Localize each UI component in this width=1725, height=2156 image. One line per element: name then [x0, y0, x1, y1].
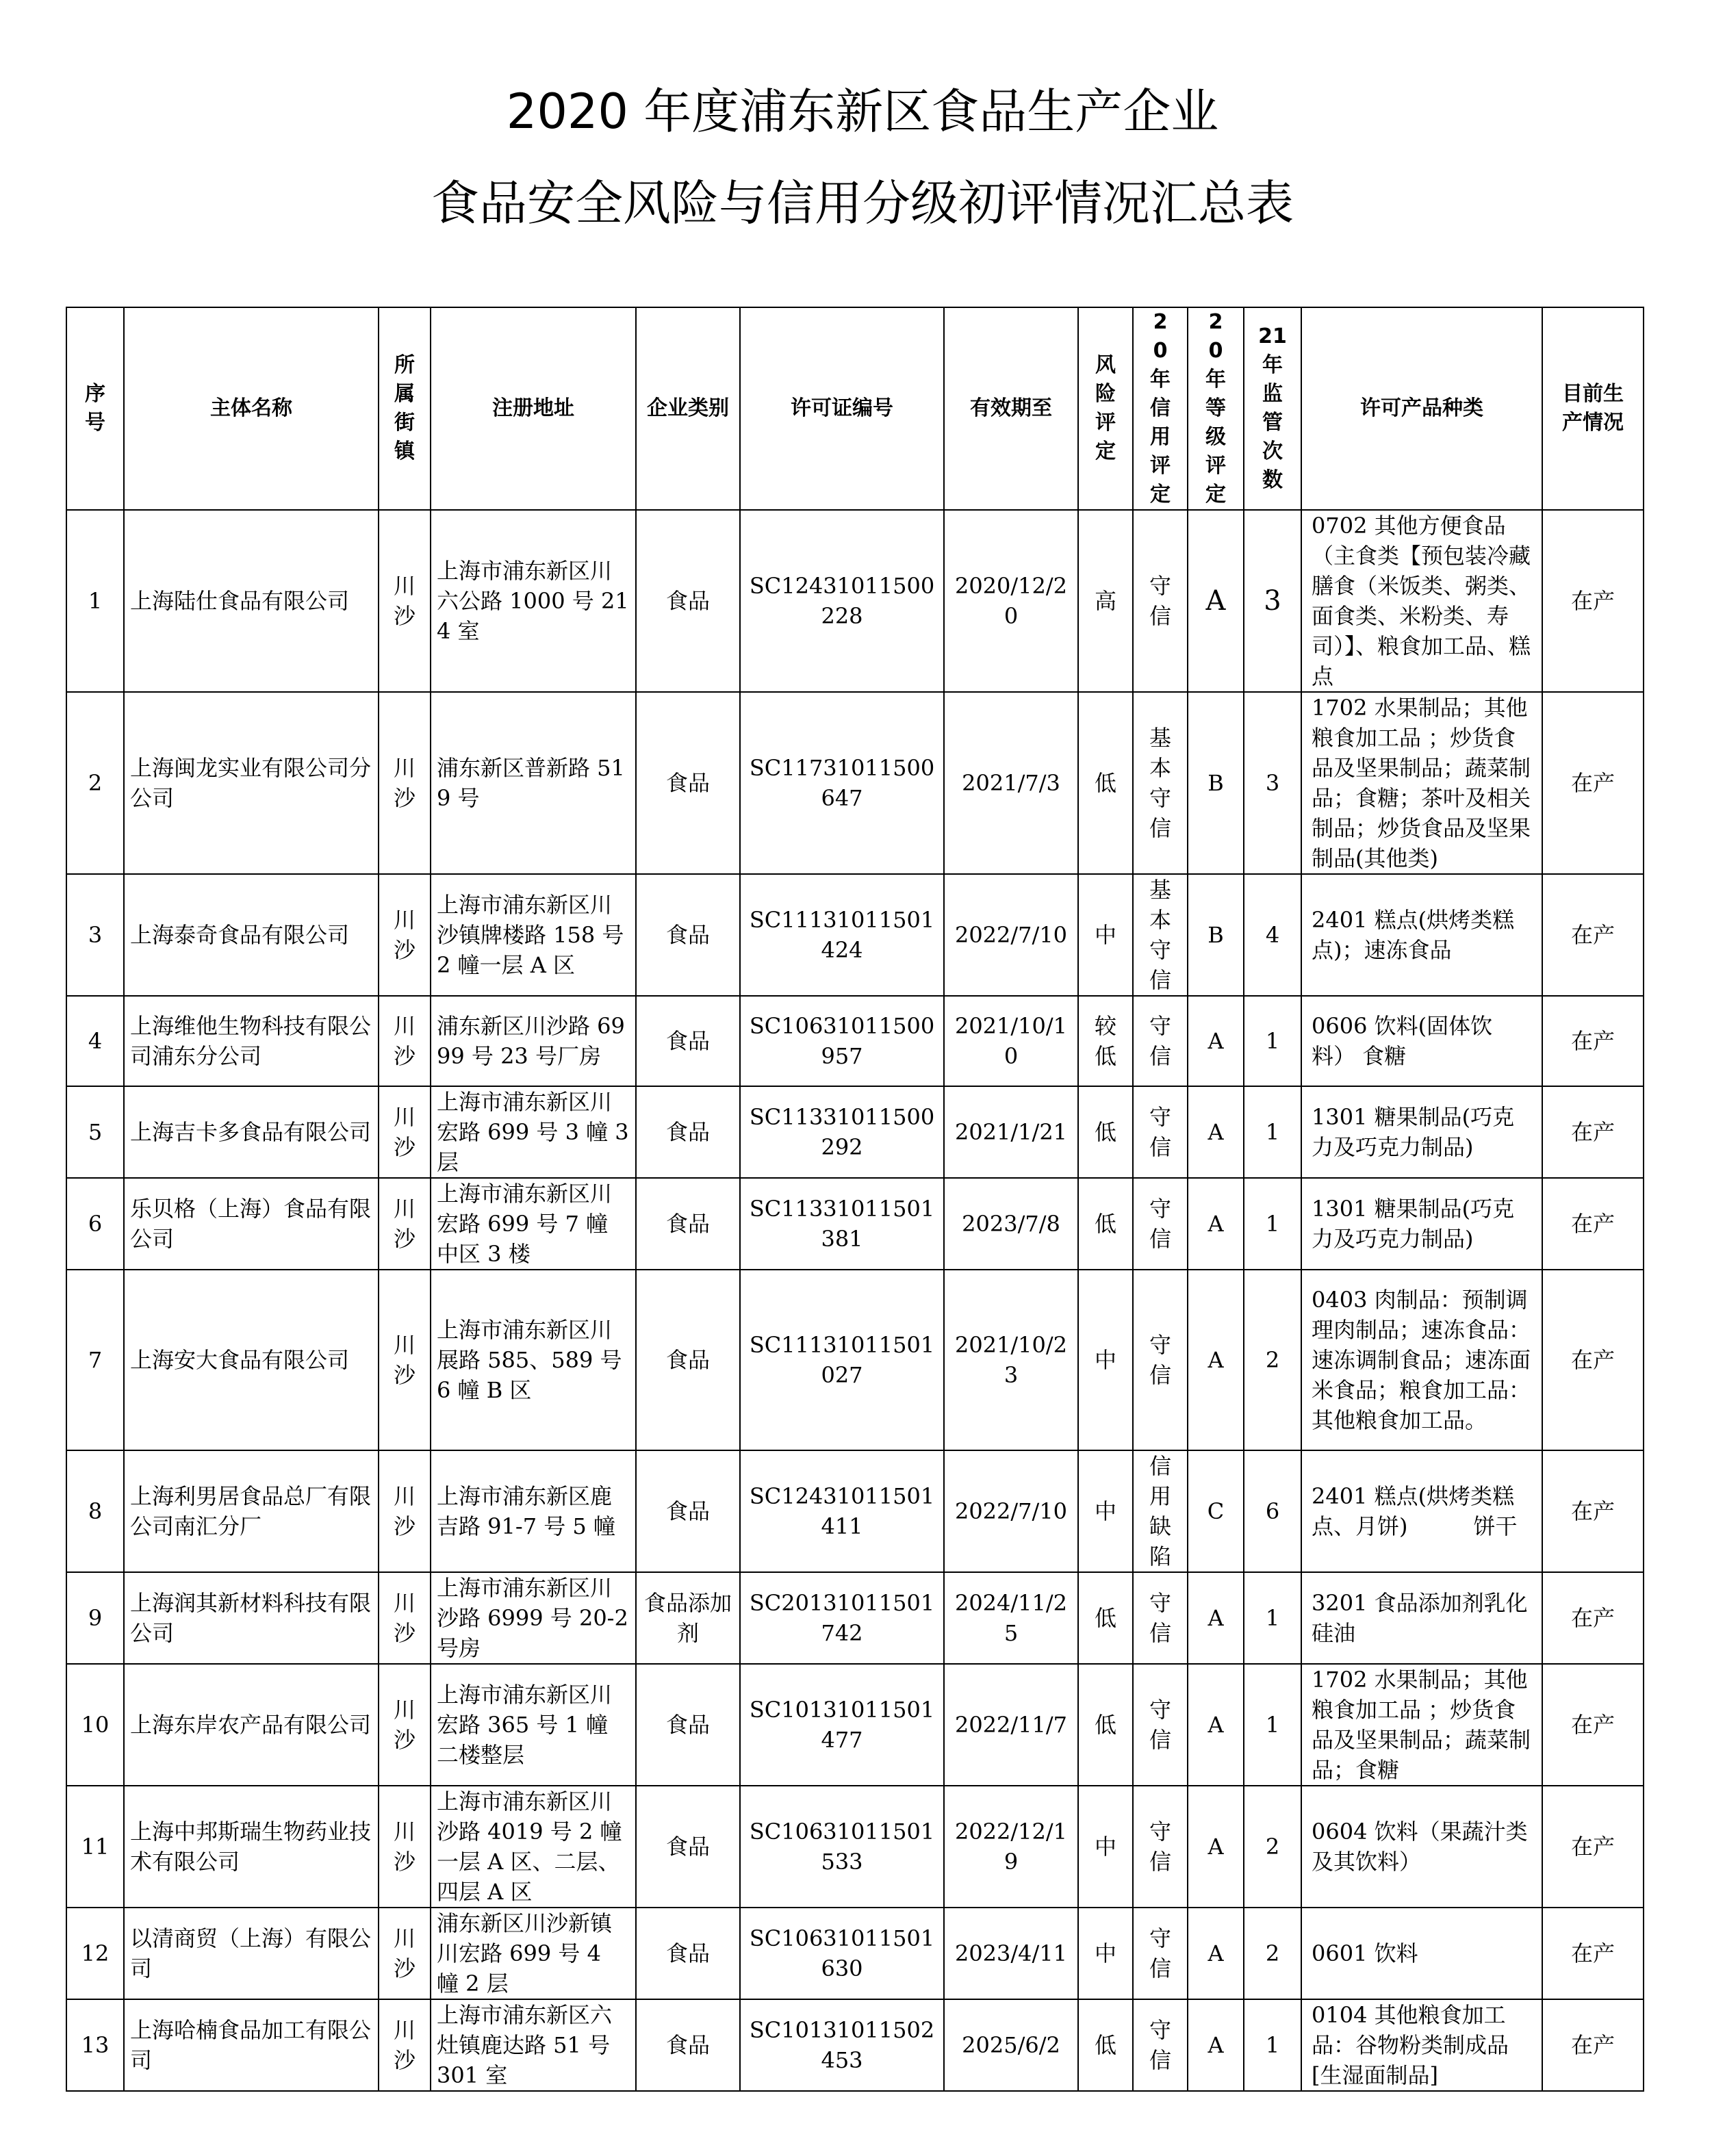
- cell-credit: 基本守信: [1133, 874, 1188, 996]
- cell-license: SC12431011501411: [740, 1450, 944, 1572]
- cell-grade: A: [1188, 1786, 1244, 1908]
- cell-risk: 低: [1078, 1178, 1133, 1270]
- cell-name: 上海东岸农产品有限公司: [124, 1664, 379, 1786]
- cell-seq: 10: [66, 1664, 124, 1786]
- table-row: [66, 1664, 1644, 1786]
- cell-seq: 12: [66, 1908, 124, 1999]
- table-row: [66, 692, 1644, 874]
- cell-status: 在产: [1542, 510, 1644, 692]
- cell-town: 川沙: [379, 1178, 431, 1270]
- cell-address: 上海市浦东新区川宏路 699 号 7 幢中区 3 楼: [431, 1178, 636, 1270]
- cell-seq: 9: [66, 1572, 124, 1664]
- cell-category: 食品: [636, 1908, 740, 1999]
- cell-grade: A: [1188, 996, 1244, 1086]
- cell-products: 0604 饮料（果蔬汁类及其饮料）: [1301, 1786, 1542, 1908]
- cell-grade: A: [1188, 1572, 1244, 1664]
- header-town: 所属街镇: [379, 307, 431, 510]
- cell-name: 上海维他生物科技有限公司浦东分公司: [124, 996, 379, 1086]
- cell-category: 食品: [636, 1999, 740, 2091]
- cell-grade: A: [1188, 1270, 1244, 1450]
- cell-name: 上海陆仕食品有限公司: [124, 510, 379, 692]
- cell-name: 上海润其新材料科技有限公司: [124, 1572, 379, 1664]
- table-row: [66, 1270, 1644, 1450]
- cell-risk: 低: [1078, 1572, 1133, 1664]
- cell-grade: A: [1188, 1178, 1244, 1270]
- cell-seq: 3: [66, 874, 124, 996]
- cell-supervision: 1: [1244, 1999, 1301, 2091]
- header-license: 许可证编号: [740, 307, 944, 510]
- cell-address: 上海市浦东新区川展路 585、589 号 6 幢 B 区: [431, 1270, 636, 1450]
- cell-grade: A: [1188, 1999, 1244, 2091]
- cell-credit: 守信: [1133, 1908, 1188, 1999]
- cell-town: 川沙: [379, 1664, 431, 1786]
- cell-license: SC10131011502453: [740, 1999, 944, 2091]
- cell-license: SC11731011500647: [740, 692, 944, 874]
- cell-credit: 守信: [1133, 1086, 1188, 1178]
- cell-risk: 较低: [1078, 996, 1133, 1086]
- cell-name: 乐贝格（上海）食品有限公司: [124, 1178, 379, 1270]
- cell-grade: A: [1188, 510, 1244, 692]
- cell-category: 食品: [636, 1086, 740, 1178]
- cell-license: SC10131011501477: [740, 1664, 944, 1786]
- header-grade20: 20年等级评定: [1188, 307, 1244, 510]
- cell-seq: 5: [66, 1086, 124, 1178]
- cell-credit: 守信: [1133, 510, 1188, 692]
- cell-name: 以清商贸（上海）有限公司: [124, 1908, 379, 1999]
- cell-risk: 中: [1078, 1450, 1133, 1572]
- cell-status: 在产: [1542, 1664, 1644, 1786]
- cell-category: 食品: [636, 1178, 740, 1270]
- cell-supervision: 2: [1244, 1270, 1301, 1450]
- cell-name: 上海闽龙实业有限公司分公司: [124, 692, 379, 874]
- cell-supervision: 1: [1244, 1572, 1301, 1664]
- cell-name: 上海中邦斯瑞生物药业技术有限公司: [124, 1786, 379, 1908]
- cell-license: SC11331011500292: [740, 1086, 944, 1178]
- header-name: 主体名称: [124, 307, 379, 510]
- cell-category: 食品: [636, 874, 740, 996]
- cell-town: 川沙: [379, 1999, 431, 2091]
- cell-name: 上海利男居食品总厂有限公司南汇分厂: [124, 1450, 379, 1572]
- cell-grade: B: [1188, 692, 1244, 874]
- cell-supervision: 6: [1244, 1450, 1301, 1572]
- cell-license: SC10631011501533: [740, 1786, 944, 1908]
- cell-category: 食品: [636, 996, 740, 1086]
- table-row: [66, 1450, 1644, 1572]
- cell-risk: 中: [1078, 1270, 1133, 1450]
- cell-valid-until: 2020/12/20: [944, 510, 1078, 692]
- cell-name: 上海哈楠食品加工有限公司: [124, 1999, 379, 2091]
- cell-products: 3201 食品添加剂乳化硅油: [1301, 1572, 1542, 1664]
- header-status: 目前生产情况: [1542, 307, 1644, 510]
- cell-supervision: 1: [1244, 1178, 1301, 1270]
- cell-products: 1702 水果制品；其他粮食加工品 ；炒货食品及坚果制品；蔬菜制品；食糖: [1301, 1664, 1542, 1786]
- cell-supervision: 1: [1244, 1086, 1301, 1178]
- cell-address: 上海市浦东新区鹿吉路 91-7 号 5 幢: [431, 1450, 636, 1572]
- cell-grade: A: [1188, 1086, 1244, 1178]
- cell-grade: C: [1188, 1450, 1244, 1572]
- cell-status: 在产: [1542, 996, 1644, 1086]
- cell-license: SC11331011501381: [740, 1178, 944, 1270]
- table-row: [66, 1908, 1644, 1999]
- cell-category: 食品: [636, 1270, 740, 1450]
- cell-status: 在产: [1542, 1908, 1644, 1999]
- cell-valid-until: 2024/11/25: [944, 1572, 1078, 1664]
- cell-credit: 守信: [1133, 1786, 1188, 1908]
- cell-valid-until: 2023/7/8: [944, 1178, 1078, 1270]
- cell-seq: 4: [66, 996, 124, 1086]
- cell-products: 2401 糕点(烘烤类糕点)；速冻食品: [1301, 874, 1542, 996]
- cell-license: SC11131011501424: [740, 874, 944, 996]
- cell-credit: 守信: [1133, 1572, 1188, 1664]
- cell-seq: 7: [66, 1270, 124, 1450]
- cell-risk: 低: [1078, 1086, 1133, 1178]
- cell-products: 0403 肉制品：预制调理肉制品；速冻食品：速冻调制食品；速冻面米食品；粮食加工品：其他粮食加工品。: [1301, 1270, 1542, 1450]
- cell-address: 上海市浦东新区川沙路 6999 号 20-2 号房: [431, 1572, 636, 1664]
- cell-products: 1301 糖果制品(巧克力及巧克力制品): [1301, 1086, 1542, 1178]
- cell-valid-until: 2022/7/10: [944, 1450, 1078, 1572]
- cell-address: 浦东新区普新路 519 号: [431, 692, 636, 874]
- summary-table: [66, 307, 1644, 2092]
- cell-category: 食品: [636, 1450, 740, 1572]
- cell-supervision: 1: [1244, 1664, 1301, 1786]
- cell-address: 浦东新区川沙路 6999 号 23 号厂房: [431, 996, 636, 1086]
- cell-status: 在产: [1542, 1999, 1644, 2091]
- cell-risk: 低: [1078, 1664, 1133, 1786]
- cell-town: 川沙: [379, 510, 431, 692]
- cell-status: 在产: [1542, 874, 1644, 996]
- cell-valid-until: 2021/1/21: [944, 1086, 1078, 1178]
- cell-valid-until: 2025/6/2: [944, 1999, 1078, 2091]
- header-address: 注册地址: [431, 307, 636, 510]
- cell-valid-until: 2022/7/10: [944, 874, 1078, 996]
- cell-address: 上海市浦东新区川沙镇牌楼路 158 号 2 幢一层 A 区: [431, 874, 636, 996]
- cell-address: 上海市浦东新区川宏路 365 号 1 幢二楼整层: [431, 1664, 636, 1786]
- cell-address: 上海市浦东新区川宏路 699 号 3 幢 3 层: [431, 1086, 636, 1178]
- cell-status: 在产: [1542, 1450, 1644, 1572]
- cell-town: 川沙: [379, 1572, 431, 1664]
- cell-status: 在产: [1542, 1572, 1644, 1664]
- header-category: 企业类别: [636, 307, 740, 510]
- title-line-2: 食品安全风险与信用分级初评情况汇总表: [431, 175, 1294, 231]
- cell-credit: 信用缺陷: [1133, 1450, 1188, 1572]
- cell-valid-until: 2022/12/19: [944, 1786, 1078, 1908]
- cell-credit: 守信: [1133, 996, 1188, 1086]
- cell-town: 川沙: [379, 692, 431, 874]
- cell-category: 食品: [636, 510, 740, 692]
- cell-license: SC10631011500957: [740, 996, 944, 1086]
- cell-risk: 低: [1078, 692, 1133, 874]
- table-row: [66, 1572, 1644, 1664]
- cell-credit: 守信: [1133, 1178, 1188, 1270]
- cell-products: 1301 糖果制品(巧克力及巧克力制品): [1301, 1178, 1542, 1270]
- cell-category: 食品添加剂: [636, 1572, 740, 1664]
- cell-status: 在产: [1542, 1786, 1644, 1908]
- cell-supervision: 3: [1244, 692, 1301, 874]
- cell-status: 在产: [1542, 1086, 1644, 1178]
- cell-name: 上海吉卡多食品有限公司: [124, 1086, 379, 1178]
- cell-town: 川沙: [379, 1270, 431, 1450]
- header-products: 许可产品种类: [1301, 307, 1542, 510]
- header-credit20: 20年信用评定: [1133, 307, 1188, 510]
- cell-grade: B: [1188, 874, 1244, 996]
- cell-grade: A: [1188, 1908, 1244, 1999]
- cell-supervision: 2: [1244, 1908, 1301, 1999]
- cell-name: 上海泰奇食品有限公司: [124, 874, 379, 996]
- cell-valid-until: 2021/7/3: [944, 692, 1078, 874]
- cell-supervision: 2: [1244, 1786, 1301, 1908]
- cell-credit: 基本守信: [1133, 692, 1188, 874]
- cell-category: 食品: [636, 1786, 740, 1908]
- title-line-1: 2020 年度浦东新区食品生产企业: [506, 84, 1219, 140]
- header-valid-until: 有效期至: [944, 307, 1078, 510]
- cell-products: 1702 水果制品；其他粮食加工品 ；炒货食品及坚果制品；蔬菜制品；食糖；茶叶及相关制品；炒货食品及坚果制品(其他类): [1301, 692, 1542, 874]
- cell-valid-until: 2022/11/7: [944, 1664, 1078, 1786]
- table-row: [66, 1999, 1644, 2091]
- table-header-row: [66, 307, 1644, 510]
- table-row: [66, 1178, 1644, 1270]
- cell-seq: 13: [66, 1999, 124, 2091]
- header-supervision21: 21年监管次数: [1244, 307, 1301, 510]
- cell-credit: 守信: [1133, 1999, 1188, 2091]
- table-row: [66, 1086, 1644, 1178]
- cell-town: 川沙: [379, 996, 431, 1086]
- cell-town: 川沙: [379, 1450, 431, 1572]
- table-row: [66, 874, 1644, 996]
- cell-name: 上海安大食品有限公司: [124, 1270, 379, 1450]
- cell-risk: 中: [1078, 874, 1133, 996]
- cell-address: 浦东新区川沙新镇川宏路 699 号 4 幢 2 层: [431, 1908, 636, 1999]
- cell-products: 0104 其他粮食加工品：谷物粉类制成品[生湿面制品]: [1301, 1999, 1542, 2091]
- cell-seq: 11: [66, 1786, 124, 1908]
- cell-supervision: 1: [1244, 996, 1301, 1086]
- header-risk: 风险评定: [1078, 307, 1133, 510]
- cell-town: 川沙: [379, 1086, 431, 1178]
- cell-risk: 中: [1078, 1908, 1133, 1999]
- cell-category: 食品: [636, 692, 740, 874]
- cell-risk: 高: [1078, 510, 1133, 692]
- cell-products: 0601 饮料: [1301, 1908, 1542, 1999]
- cell-supervision: 3: [1244, 510, 1301, 692]
- cell-seq: 2: [66, 692, 124, 874]
- cell-valid-until: 2023/4/11: [944, 1908, 1078, 1999]
- cell-credit: 守信: [1133, 1270, 1188, 1450]
- cell-address: 上海市浦东新区川沙路 4019 号 2 幢一层 A 区、二层、四层 A 区: [431, 1786, 636, 1908]
- cell-status: 在产: [1542, 1178, 1644, 1270]
- cell-risk: 中: [1078, 1786, 1133, 1908]
- cell-status: 在产: [1542, 692, 1644, 874]
- cell-credit: 守信: [1133, 1664, 1188, 1786]
- cell-address: 上海市浦东新区六灶镇鹿达路 51 号 301 室: [431, 1999, 636, 2091]
- cell-seq: 6: [66, 1178, 124, 1270]
- cell-license: SC10631011501630: [740, 1908, 944, 1999]
- cell-town: 川沙: [379, 874, 431, 996]
- cell-seq: 1: [66, 510, 124, 692]
- cell-valid-until: 2021/10/23: [944, 1270, 1078, 1450]
- cell-status: 在产: [1542, 1270, 1644, 1450]
- cell-valid-until: 2021/10/10: [944, 996, 1078, 1086]
- table-row: [66, 996, 1644, 1086]
- table-row: [66, 510, 1644, 692]
- cell-grade: A: [1188, 1664, 1244, 1786]
- cell-town: 川沙: [379, 1908, 431, 1999]
- cell-products: 0606 饮料(固体饮料） 食糖: [1301, 996, 1542, 1086]
- cell-products: 2401 糕点(烘烤类糕点、月饼) 饼干: [1301, 1450, 1542, 1572]
- cell-seq: 8: [66, 1450, 124, 1572]
- cell-products: 0702 其他方便食品（主食类【预包装冷藏膳食（米饭类、粥类、面食类、米粉类、寿司）】、粮食加工品、糕点: [1301, 510, 1542, 692]
- cell-address: 上海市浦东新区川六公路 1000 号 214 室: [431, 510, 636, 692]
- cell-license: SC20131011501742: [740, 1572, 944, 1664]
- cell-supervision: 4: [1244, 874, 1301, 996]
- cell-risk: 低: [1078, 1999, 1133, 2091]
- header-seq: 序号: [66, 307, 124, 510]
- table-row: [66, 1786, 1644, 1908]
- cell-category: 食品: [636, 1664, 740, 1786]
- cell-town: 川沙: [379, 1786, 431, 1908]
- cell-license: SC11131011501027: [740, 1270, 944, 1450]
- cell-license: SC12431011500228: [740, 510, 944, 692]
